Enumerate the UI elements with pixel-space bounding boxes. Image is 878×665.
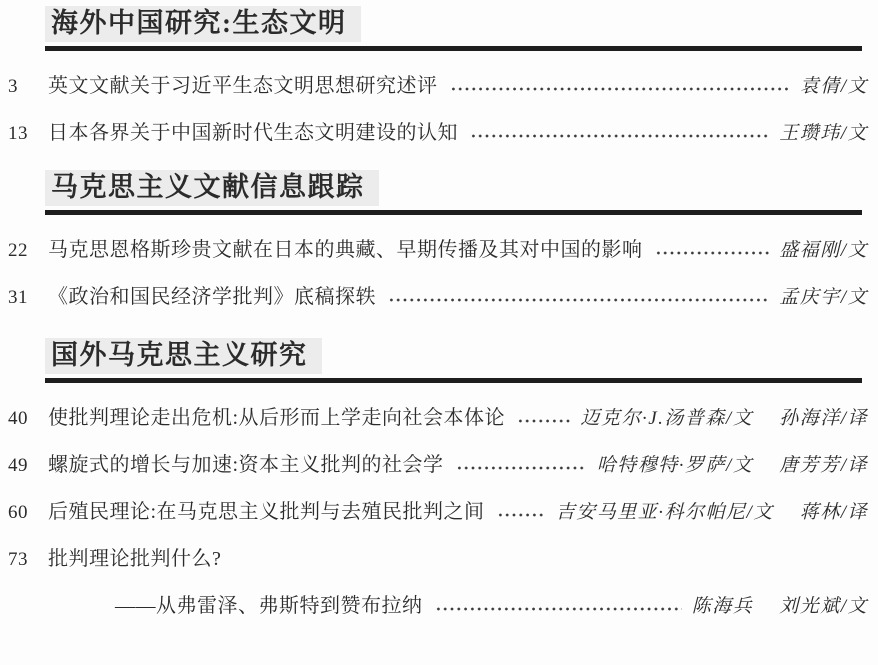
dot-leader: [456, 461, 587, 475]
section-header: [45, 338, 862, 383]
entry-translator: 唐芳芳/译: [779, 455, 868, 477]
toc-entry: [8, 76, 868, 97]
toc-section-overseas-china-studies: [8, 6, 872, 144]
toc-section-marxist-literature-tracking: [8, 170, 872, 308]
entry-page-number: 73: [8, 549, 28, 571]
entry-page-number: 22: [8, 240, 28, 262]
section-title: 国外马克思主义研究: [45, 338, 322, 374]
toc-entry: [8, 240, 868, 261]
toc-section-foreign-marxism-research: [8, 338, 872, 617]
entry-page-number: 40: [8, 408, 28, 430]
entry-title: 马克思恩格斯珍贵文献在日本的典藏、早期传播及其对中国的影响: [48, 239, 643, 262]
entry-author: 盛福刚/文: [779, 240, 868, 262]
entry-author: 哈特穆特·罗萨/文: [596, 455, 754, 477]
dot-leader: [517, 414, 570, 428]
entry-title: 英文文献关于习近平生态文明思想研究述评: [48, 75, 438, 98]
entry-page-number: 31: [8, 287, 28, 309]
entry-author: 迈克尔·J.汤普森/文: [580, 408, 754, 430]
section-title: 海外中国研究:生态文明: [45, 6, 361, 42]
entry-title: 后殖民理论:在马克思主义批判与去殖民批判之间: [48, 501, 485, 524]
toc-entry: [8, 287, 868, 308]
entry-author: 袁倩/文: [799, 76, 868, 98]
entry-author: 孟庆宇/文: [779, 287, 868, 309]
entry-author: 吉安马里亚·科尔帕尼/文: [555, 502, 774, 524]
entry-title: 日本各界关于中国新时代生态文明建设的认知: [48, 122, 458, 145]
toc-entry: [8, 502, 868, 523]
entry-author: 王瓒玮/文: [779, 123, 868, 145]
toc-entry: [8, 549, 868, 570]
dot-leader: [388, 293, 769, 307]
entry-title: 批判理论批判什么?: [48, 548, 222, 571]
section-header: [45, 6, 862, 51]
dot-leader: [497, 508, 546, 522]
toc-entry: [8, 408, 868, 429]
dot-leader: [435, 602, 682, 616]
section-header: [45, 170, 862, 215]
entry-page-number: 49: [8, 455, 28, 477]
entry-author-second: 刘光斌/文: [779, 596, 868, 618]
entry-translator: 蒋林/译: [799, 502, 868, 524]
toc-entry-subtitle-row: [115, 596, 868, 617]
section-title: 马克思主义文献信息跟踪: [45, 170, 379, 206]
entry-title: 《政治和国民经济学批判》底稿探轶: [48, 286, 376, 309]
entry-subtitle: ——从弗雷泽、弗斯特到赞布拉纳: [115, 595, 423, 618]
toc-entry: [8, 123, 868, 144]
entry-author: 陈海兵: [691, 596, 754, 618]
dot-leader: [655, 246, 770, 260]
toc-entry: [8, 455, 868, 476]
entry-page-number: 60: [8, 502, 28, 524]
entry-translator: 孙海洋/译: [779, 408, 868, 430]
entry-page-number: 3: [8, 76, 18, 98]
entry-title: 螺旋式的增长与加速:资本主义批判的社会学: [48, 454, 444, 477]
dot-leader: [450, 82, 790, 96]
entry-title: 使批判理论走出危机:从后形而上学走向社会本体论: [48, 407, 506, 430]
dot-leader: [470, 129, 769, 143]
entry-page-number: 13: [8, 123, 28, 145]
